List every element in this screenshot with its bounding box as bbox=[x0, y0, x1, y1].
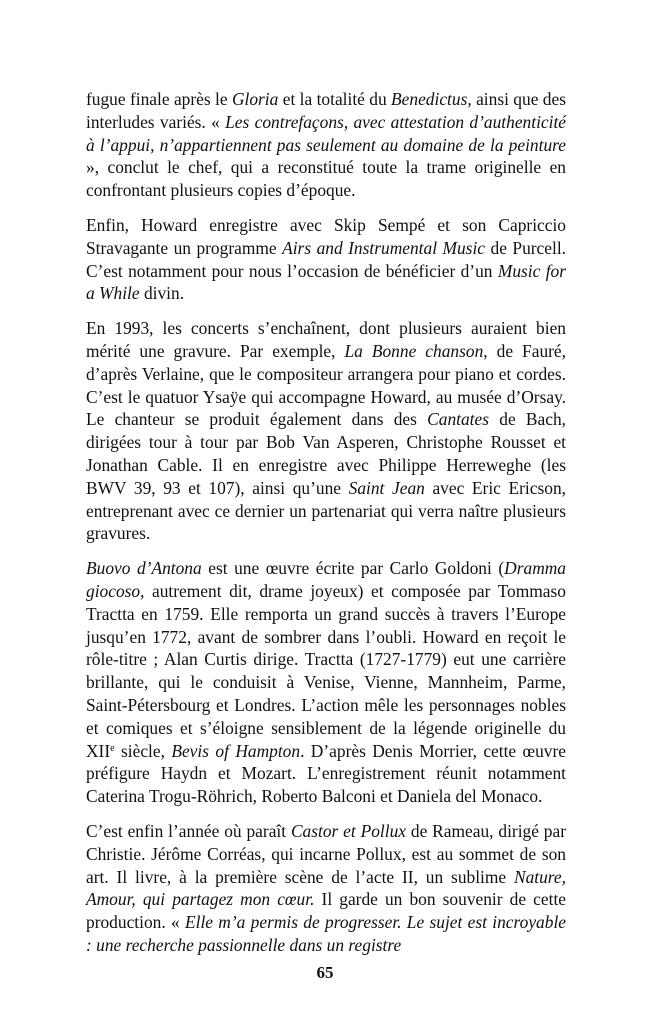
italic-text: Elle m’a permis de progresser. Le sujet est incroyable : une recherche passionnelle dans un registre bbox=[86, 912, 566, 955]
italic-text: Airs and Instrumental Music bbox=[282, 237, 486, 258]
paragraph bbox=[86, 317, 566, 545]
text-run: avec Eric Ericson, entreprenant avec ce dernier un partenariat qui verra naître plusieurs gravures. bbox=[86, 477, 566, 544]
page-number: 65 bbox=[316, 963, 334, 982]
paragraph bbox=[86, 88, 566, 202]
text-run: », conclut le chef, qui a reconstitué toute la trame originelle en confrontant plusieurs copies d’époque. bbox=[86, 157, 566, 201]
text-run: En 1993, les concerts s’enchaînent, dont plusieurs auraient bien mérité une gravure. Par exemple, bbox=[86, 318, 566, 361]
paragraph bbox=[86, 214, 566, 305]
italic-text: Buovo d’Antona bbox=[86, 558, 202, 579]
text-run: siècle, bbox=[114, 740, 172, 761]
text-run: de Bach, dirigées tour à tour par Bob Van Asperen, Christophe Rousset et Jonathan Cable. Il en enregistre avec Philippe Herreweghe (les BWV 39, 93 et 107), ainsi qu’une bbox=[86, 409, 566, 498]
superscript: e bbox=[110, 742, 115, 754]
paragraph bbox=[86, 820, 566, 957]
text-run: et la totalité du bbox=[278, 89, 392, 109]
italic-text: Cantates bbox=[427, 409, 489, 430]
text-run: est une œuvre écrite par Carlo Goldoni ( bbox=[201, 558, 505, 579]
text-run: divin. bbox=[139, 283, 185, 304]
text-run: C’est enfin l’année où paraît bbox=[86, 820, 291, 841]
italic-text: Bevis of Hampton bbox=[171, 740, 301, 761]
text-run: ainsi que des interludes variés. « bbox=[86, 89, 566, 132]
text-run: , de Fauré, d’après Verlaine, que le compositeur arrangera pour piano et cordes. C’est le quatuor Ysaÿe qui accompagne Howard, au musée d’Orsay. Le chanteur se produit également dans des bbox=[86, 340, 566, 430]
paragraph bbox=[86, 557, 566, 808]
body-text bbox=[86, 88, 566, 969]
text-run: de Rameau, dirigé par Christie. Jérôme Corréas, qui incarne Pollux, est au sommet de son art. Il livre, à la première scène de l’acte II, un sublime bbox=[86, 820, 567, 887]
italic-text: Gloria bbox=[231, 89, 279, 109]
text-run: fugue finale après le bbox=[86, 89, 232, 109]
italic-text: Nature, Amour, qui partagez mon cœur. bbox=[86, 866, 566, 910]
italic-text: Benedictus, bbox=[391, 89, 472, 109]
text-run: Il garde un bon souvenir de cette production. « bbox=[86, 889, 566, 933]
text-run: de Purcell. C’est notamment pour nous l’occasion de bénéficier d’un bbox=[86, 237, 567, 281]
italic-text: Music for a While bbox=[86, 260, 566, 304]
italic-text: La Bonne chanson bbox=[344, 340, 484, 361]
italic-text: Les contrefaçons, avec attestation d’authenticité à l’appui, n’appartiennent pas seulement au domaine de la peinture bbox=[86, 111, 567, 155]
italic-text: Dramma giocoso bbox=[86, 558, 567, 601]
italic-text: Castor et Pollux bbox=[290, 820, 407, 841]
text-run: Enfin, Howard enregistre avec Skip Sempé et son Capriccio Stravagante un programme bbox=[86, 214, 566, 258]
text-run: , autrement dit, drame joyeux) et composée par Tommaso Tractta en 1759. Elle remporta un grand succès à travers l’Europe jusqu’en 1772, avant de sombrer dans l’oubli. Howard en reçoit le rôle-titre ; Alan Curtis dirige. Tractta (1727-1779) eut une carrière brillante, qui le conduisit à Venise, Vienne, Mannheim, Parme, Saint-Pétersbourg et Londres. L’action mêle les personnages nobles et comiques et s’éloigne sensiblement de la légende originelle du XII bbox=[86, 580, 566, 761]
italic-text: Saint Jean bbox=[348, 477, 425, 498]
text-run: . D’après Denis Morrier, cette œuvre préfigure Haydn et Mozart. L’enregistrement réunit notamment Caterina Trogu-Röhrich, Roberto Balconi et Daniela del Monaco. bbox=[86, 740, 567, 807]
